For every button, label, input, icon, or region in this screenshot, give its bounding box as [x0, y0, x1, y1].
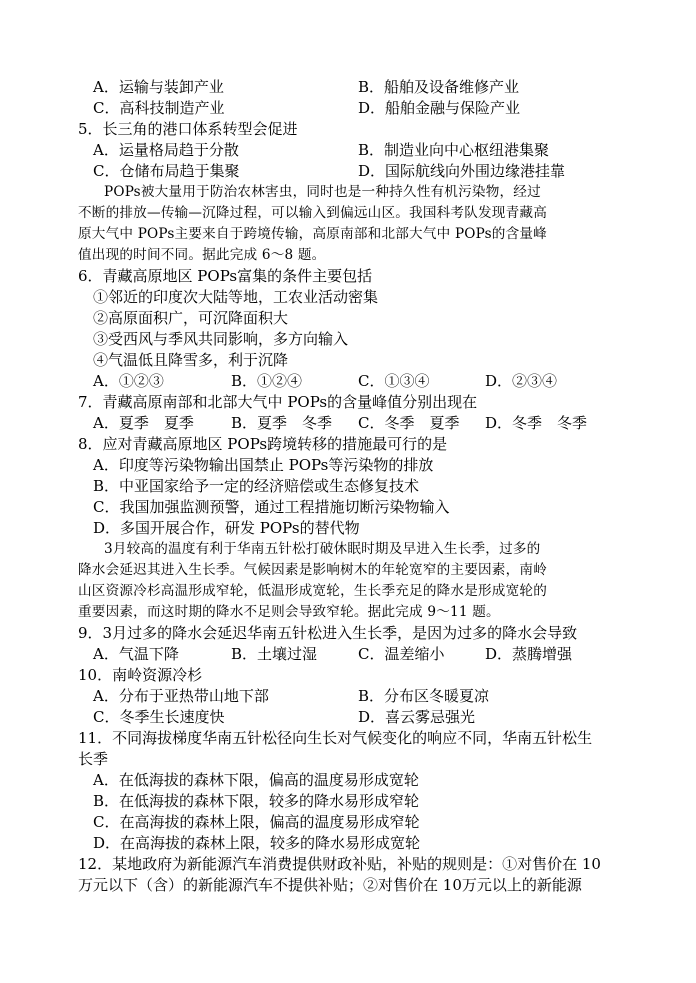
- q10-option-b: B．分布区冬暖夏凉: [358, 687, 490, 705]
- q6-item: ①邻近的印度次大陆等地，工农业活动密集: [93, 288, 379, 306]
- q10-option-d: D．喜云雾忌强光: [358, 708, 476, 726]
- q6-item: ③受西风与季风共同影响，多方向输入: [93, 330, 349, 348]
- q5-option-c: C．仓储布局趋于集聚: [93, 162, 240, 180]
- q5-stem: 5．长三角的港口体系转型会促进: [78, 120, 298, 138]
- q7-option-b: B．夏季 冬季: [231, 414, 333, 432]
- q8-option-c: C．我国加强监测预警，通过工程措施切断污染物输入: [93, 498, 450, 516]
- q7-stem: 7．青藏高原南部和北部大气中 POPs的含量峰值分别出现在: [78, 393, 478, 411]
- q6-item: ④气温低且降雪多，利于沉降: [93, 351, 289, 369]
- passage1-line: 原大气中 POPs主要来自于跨境传输，高原南部和北部大气中 POPs的含量峰: [78, 226, 547, 242]
- passage1-line: 值出现的时间不同。据此完成 6～8 题。: [78, 247, 326, 263]
- q10-stem: 10．南岭资源冷杉: [78, 666, 203, 684]
- q6-option-b: B．①②④: [231, 372, 303, 390]
- q6-option-c: C．①③④: [358, 372, 430, 390]
- q7-option-d: D．冬季 冬季: [485, 414, 588, 432]
- q10-option-a: A．分布于亚热带山地下部: [93, 687, 269, 705]
- q7-option-a: A．夏季 夏季: [93, 414, 194, 432]
- passage2-line: 山区资源冷杉高温形成窄轮，低温形成宽轮，生长季充足的降水是形成宽轮的: [78, 583, 547, 599]
- q8-stem: 8．应对青藏高原地区 POPs跨境转移的措施最可行的是: [78, 435, 448, 453]
- q11-option-d: D．在高海拔的森林上限，较多的降水易形成宽轮: [93, 834, 421, 852]
- q11-option-a: A．在低海拔的森林下限，偏高的温度易形成宽轮: [93, 771, 419, 789]
- q9-option-a: A．气温下降: [93, 645, 179, 663]
- q11-stem-continued: 长季: [78, 750, 109, 768]
- passage1-line: POPs被大量用于防治农林害虫，同时也是一种持久性有机污染物，经过: [104, 184, 541, 200]
- q6-stem: 6．青藏高原地区 POPs富集的条件主要包括: [78, 267, 373, 285]
- q5-option-d: D．国际航线向外围边缘港挂靠: [358, 162, 566, 180]
- q9-option-c: C．温差缩小: [358, 645, 445, 663]
- q4-option-d: D．船舶金融与保险产业: [358, 99, 521, 117]
- q9-stem: 9．3月过多的降水会延迟华南五针松进入生长季，是因为过多的降水会导致: [78, 624, 578, 642]
- q9-option-d: D．蒸腾增强: [485, 645, 573, 663]
- passage2-line: 重要因素，而这时期的降水不足则会导致窄轮。据此完成 9～11 题。: [78, 604, 500, 620]
- q10-option-c: C．冬季生长速度快: [93, 708, 225, 726]
- q5-option-a: A．运量格局趋于分散: [93, 141, 239, 159]
- passage1-line: 不断的排放—传输—沉降过程，可以输入到偏远山区。我国科考队发现青藏高: [78, 205, 547, 221]
- q12-stem-continued: 万元以下（含）的新能源汽车不提供补贴；②对售价在 10万元以上的新能源: [78, 876, 582, 894]
- q8-option-a: A．印度等污染物输出国禁止 POPs等污染物的排放: [93, 456, 434, 474]
- q4-option-a: A．运输与装卸产业: [93, 78, 224, 96]
- passage2-line: 3月较高的温度有利于华南五针松打破休眠时期及早进入生长季，过多的: [104, 541, 541, 557]
- q4-option-b: B．船舶及设备维修产业: [358, 78, 520, 96]
- q12-stem: 12．某地政府为新能源汽车消费提供财政补贴，补贴的规则是：①对售价在 10: [78, 855, 601, 873]
- q9-option-b: B．土壤过湿: [231, 645, 318, 663]
- q4-option-c: C．高科技制造产业: [93, 99, 225, 117]
- q11-stem: 11．不同海拔梯度华南五针松径向生长对气候变化的响应不同，华南五针松生: [78, 729, 593, 747]
- q6-option-a: A．①②③: [93, 372, 164, 390]
- q5-option-b: B．制造业向中心枢纽港集聚: [358, 141, 550, 159]
- q8-option-d: D．多国开展合作，研发 POPs的替代物: [93, 519, 360, 537]
- q7-option-c: C．冬季 夏季: [358, 414, 460, 432]
- q6-item: ②高原面积广，可沉降面积大: [93, 309, 289, 327]
- q8-option-b: B．中亚国家给予一定的经济赔偿或生态修复技术: [93, 477, 420, 495]
- passage2-line: 降水会延迟其进入生长季。气候因素是影响树木的年轮宽窄的主要因素，南岭: [78, 562, 547, 578]
- q11-option-b: B．在低海拔的森林下限，较多的降水易形成窄轮: [93, 792, 420, 810]
- q11-option-c: C．在高海拔的森林上限，偏高的温度易形成窄轮: [93, 813, 420, 831]
- q6-option-d: D．②③④: [485, 372, 558, 390]
